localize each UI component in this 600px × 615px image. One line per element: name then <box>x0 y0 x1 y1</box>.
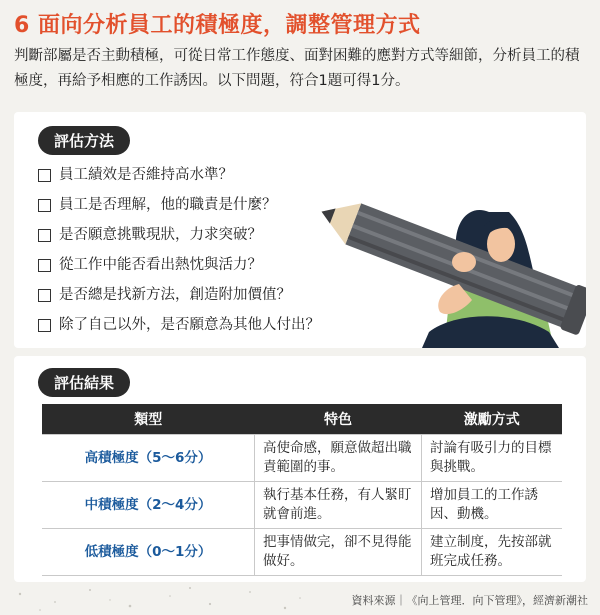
trait-cell: 把事情做完，卻不見得能做好。 <box>255 529 422 576</box>
table-header-row <box>42 404 562 435</box>
table-row <box>42 482 562 529</box>
results-heading: 評估結果 <box>38 368 130 397</box>
checklist-item <box>38 310 320 340</box>
page-title: 6 面向分析員工的積極度，調整管理方式 <box>14 13 421 38</box>
checklist-item <box>38 280 320 310</box>
woman-with-pencil-illustration <box>314 192 586 348</box>
column-header-type: 類型 <box>42 404 255 435</box>
checklist-item <box>38 250 320 280</box>
checklist-item-text: 從工作中能否看出熱忱與活力？ <box>59 257 262 273</box>
level-cell: 低積極度（0～1分） <box>42 529 255 576</box>
motivation-cell: 討論有吸引力的目標與挑戰。 <box>422 435 563 482</box>
checklist-item-text: 員工績效是否維持高水準？ <box>59 167 233 183</box>
level-cell: 高積極度（5～6分） <box>42 435 255 482</box>
table-row <box>42 435 562 482</box>
assessment-heading: 評估方法 <box>38 126 130 155</box>
results-card <box>14 356 586 582</box>
assessment-checklist <box>38 160 320 340</box>
motivation-cell: 建立制度，先按部就班完成任務。 <box>422 529 563 576</box>
checkbox-icon <box>38 289 51 302</box>
checkbox-icon <box>38 169 51 182</box>
level-cell: 中積極度（2～4分） <box>42 482 255 529</box>
motivation-cell: 增加員工的工作誘因、動機。 <box>422 482 563 529</box>
table-row <box>42 529 562 576</box>
source-citation: 資料來源｜《向上管理．向下管理》，經濟新潮社 <box>351 594 588 607</box>
checkbox-icon <box>38 199 51 212</box>
checklist-item <box>38 160 320 190</box>
assessment-card <box>14 112 586 348</box>
column-header-trait: 特色 <box>255 404 422 435</box>
checkbox-icon <box>38 259 51 272</box>
checklist-item-text: 員工是否理解，他的職責是什麼？ <box>59 197 277 213</box>
checklist-item-text: 是否願意挑戰現狀，力求突破？ <box>59 227 262 243</box>
trait-cell: 執行基本任務，有人緊盯就會前進。 <box>255 482 422 529</box>
checklist-item-text: 除了自己以外，是否願意為其他人付出？ <box>59 317 320 333</box>
checklist-item-text: 是否總是找新方法，創造附加價值？ <box>59 287 291 303</box>
results-table <box>42 404 562 576</box>
trait-cell: 高使命感，願意做超出職責範圍的事。 <box>255 435 422 482</box>
column-header-motivation: 激勵方式 <box>422 404 563 435</box>
checkbox-icon <box>38 229 51 242</box>
checklist-item <box>38 190 320 220</box>
checklist-item <box>38 220 320 250</box>
hand-shape <box>452 252 476 272</box>
intro-paragraph: 判斷部屬是否主動積極，可從日常工作態度、面對困難的應對方式等細節，分析員工的積極度，再給予相應的工作誘因。以下問題，符合1題可得1分。 <box>14 48 580 89</box>
checkbox-icon <box>38 319 51 332</box>
